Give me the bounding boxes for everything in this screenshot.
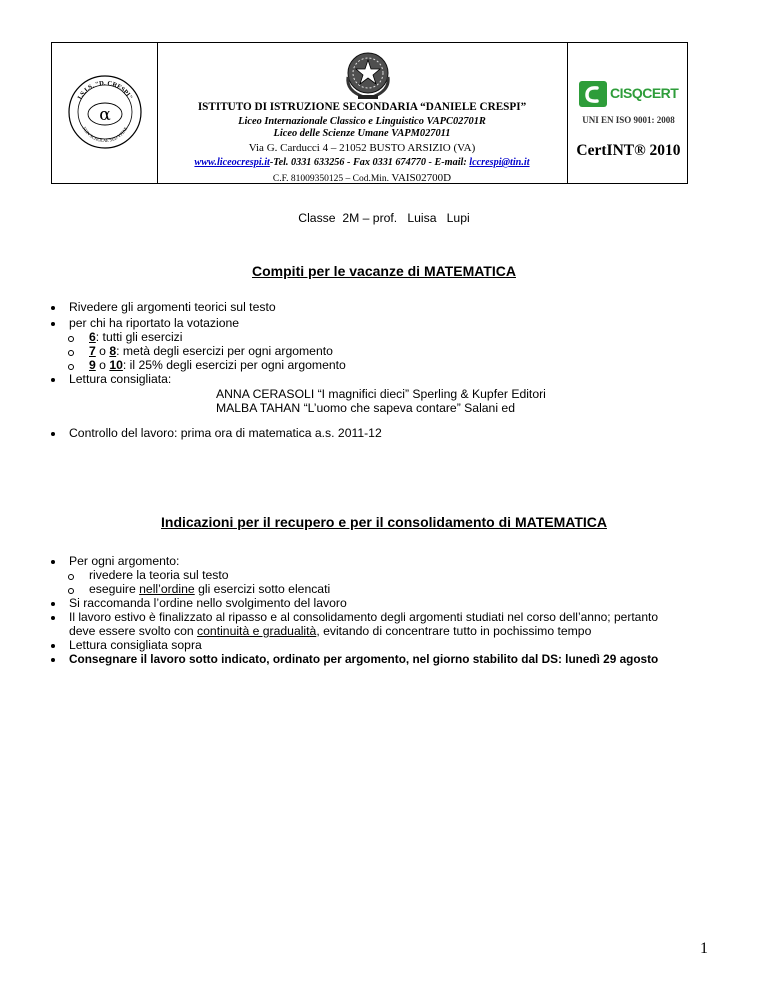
s1-sub-1 (89, 331, 182, 344)
institute-address: Via G. Carducci 4 – 21052 BUSTO ARSIZIO (VA) (248, 142, 476, 154)
bullet (51, 616, 55, 620)
s1-item-2: per chi ha riportato la votazione (69, 316, 240, 330)
grade-or: o (95, 344, 110, 358)
institute-name: ISTITUTO DI ISTRUZIONE SECONDARIA “DANIELE CRESPI” (197, 101, 527, 113)
grade: 6 (89, 330, 96, 344)
svg-text:NON SCHOLAE SED VITAE (82, 126, 129, 143)
section1-title: Compiti per le vacanze di MATEMATICA (252, 263, 516, 279)
underlined-text: nell’ordine (139, 582, 195, 596)
cisqcert-logo (579, 81, 681, 107)
section2-title: Indicazioni per il recupero e per il consolidamento di MATEMATICA (161, 514, 607, 530)
s2-item-3-line-1: Il lavoro estivo è finalizzato al ripasso e al consolidamento degli argomenti studiati nel corso dell’anno; pertanto (69, 610, 659, 624)
grade-task: : tutti gli esercizi (95, 330, 183, 344)
sub-bullet (68, 364, 74, 370)
svg-text:I.S.I.S. "D. CRESPI" (76, 80, 133, 101)
bullet (51, 658, 55, 662)
website-link[interactable]: www.liceocrespi.it (194, 157, 270, 168)
letterhead (51, 42, 688, 184)
grade-task: : il 25% degli esercizi per ogni argomento (122, 358, 346, 372)
bullet (51, 644, 55, 648)
email-link[interactable]: lccrespi@tin.it (469, 157, 530, 168)
cert-name: CertINT® 2010 (576, 142, 681, 159)
underlined-text: continuità e gradualità (197, 624, 317, 638)
bullet (51, 322, 55, 326)
s2-item-1: Per ogni argomento: (69, 554, 180, 568)
grade-task: : metà degli esercizi per ogni argomento (116, 344, 333, 358)
s1-item-1: Rivedere gli argomenti teorici sul testo (69, 300, 276, 314)
bullet (51, 432, 55, 436)
grade: 10 (109, 358, 123, 372)
sub-bullet (68, 336, 74, 342)
sub-bullet (68, 588, 74, 594)
s1-sub-2 (89, 345, 333, 358)
s1-sub-3 (89, 359, 346, 372)
grade: 7 (89, 344, 96, 358)
emblem-icon (342, 47, 394, 101)
s2-item-3-line-2 (69, 625, 591, 638)
divider (567, 43, 568, 183)
s2-sub-1: rivedere la teoria sul testo (89, 568, 229, 582)
book-1: ANNA CERASOLI “I magnifici dieci” Sperling & Kupfer Editori (216, 387, 546, 401)
text-part: eseguire (89, 582, 140, 596)
s2-item-2: Si raccomanda l’ordine nello svolgimento del lavoro (69, 596, 347, 610)
text-part: deve essere svolto con (69, 624, 198, 638)
logo-motto: NON SCHOLAE SED VITAE (81, 125, 129, 144)
s2-sub-2 (89, 583, 330, 596)
ministry-code: VAIS02700D (391, 172, 452, 184)
bullet (51, 560, 55, 564)
bullet (51, 602, 55, 606)
bullet (51, 378, 55, 382)
institute-line-1: Liceo Internazionale Classico e Linguistico VAPC02701R (238, 116, 486, 127)
grade: 9 (89, 358, 96, 372)
logo-text: I.S.I.S. "D. CRESPI" (76, 79, 134, 101)
institute-contacts (157, 157, 567, 168)
school-logo (66, 73, 144, 151)
fiscal-code (157, 172, 567, 184)
book-2: MALBA TAHAN “L’uomo che sapeva contare” Salani ed (216, 401, 515, 415)
text-part: gli esercizi sotto elencati (194, 582, 331, 596)
institute-line-2: Liceo delle Scienze Umane VAPM027011 (273, 128, 451, 139)
fiscal-code-prefix: C.F. 81009350125 – Cod.Min. (272, 174, 392, 184)
s2-item-4: Lettura consigliata sopra (69, 638, 202, 652)
grade: 8 (109, 344, 117, 358)
phone-fax: -Tel. 0331 633256 - Fax 0331 674770 - E-mail: (269, 157, 470, 168)
cert-standard: UNI EN ISO 9001: 2008 (582, 115, 675, 125)
text-part: , evitando di concentrare tutto in pochissimo tempo (316, 624, 592, 638)
class-line: Classe 2M – prof. Luisa Lupi (298, 211, 470, 225)
grade-or: o (95, 358, 110, 372)
sub-bullet (68, 350, 74, 356)
svg-text:α: α (99, 105, 111, 125)
s2-item-5: Consegnare il lavoro sotto indicato, ordinato per argomento, nel giorno stabilito dal DS: lunedì 29 agosto (69, 652, 659, 666)
bullet (51, 306, 55, 310)
sub-bullet (68, 574, 74, 580)
s1-item-3: Lettura consigliata: (69, 372, 172, 386)
page-number: 1 (700, 940, 708, 957)
s1-item-4: Controllo del lavoro: prima ora di matematica a.s. 2011-12 (69, 426, 382, 440)
cisqcert-brand: CISQCERT (610, 85, 679, 101)
cisqcert-icon (579, 81, 607, 107)
